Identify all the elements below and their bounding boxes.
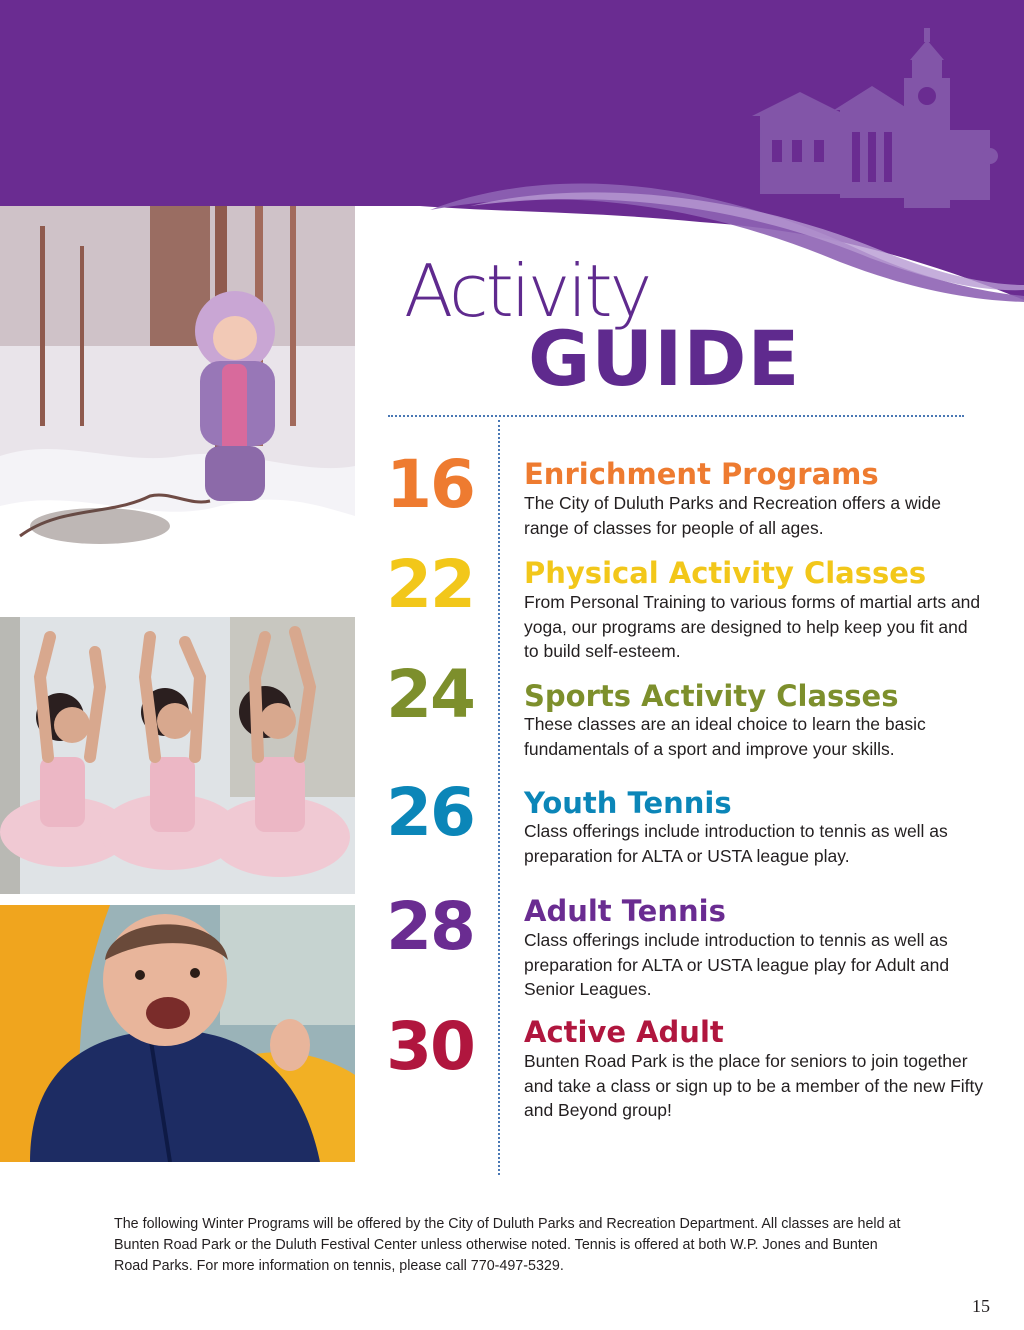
- toc-description: Bunten Road Park is the place for seniors to join together and take a class or sign up to be a member of the new Fifty and Beyond group!: [524, 1051, 984, 1120]
- toc-description: From Personal Training to various forms of martial arts and yoga, our programs are designed to help keep you fit and to build self-esteem.: [524, 592, 981, 661]
- toc-page-number: 26: [386, 774, 474, 851]
- divider-horizontal: [388, 415, 964, 417]
- footer-note: The following Winter Programs will be offered by the City of Duluth Parks and Recreation Department. All classes are held at Bunten Road Park or the Duluth Festival Center unless otherwise noted. Tennis is offered at both W.P. Jones and Bunten Road Parks. For more information on tennis, please call 770-497-5329.: [114, 1216, 901, 1274]
- toc-page-number: 22: [386, 546, 474, 623]
- page-number: 15: [972, 1296, 990, 1316]
- toc-title: Sports Activity Classes: [524, 679, 899, 713]
- toc-title: Enrichment Programs: [524, 457, 879, 491]
- toc-description: Class offerings include introduction to tennis as well as preparation for ALTA or USTA league play for Adult and Senior Leagues.: [524, 930, 950, 999]
- toc-description: These classes are an ideal choice to learn the basic fundamentals of a sport and improve your skills.: [524, 714, 926, 759]
- toc-title: Active Adult: [524, 1015, 724, 1049]
- ballet-class-photo: [0, 617, 355, 894]
- toc-title: Adult Tennis: [524, 894, 726, 928]
- toc-page-number: 16: [386, 446, 474, 523]
- toc-title: Youth Tennis: [524, 786, 732, 820]
- toc-page-number: 24: [386, 656, 474, 733]
- guide-title-guide: GUIDE: [528, 314, 801, 403]
- toc-description: The City of Duluth Parks and Recreation offers a wide range of classes for people of all ages.: [524, 493, 941, 538]
- playground-slide-photo: [0, 905, 355, 1162]
- toc-page-number: 28: [386, 888, 474, 965]
- toc-title: Physical Activity Classes: [524, 556, 927, 590]
- toc-description: Class offerings include introduction to tennis as well as preparation for ALTA or USTA league play.: [524, 821, 948, 866]
- toc-page-number: 30: [386, 1008, 474, 1085]
- guide-title-activity: Activity: [404, 249, 650, 333]
- divider-vertical: [498, 420, 500, 1175]
- child-winter-photo: [0, 206, 355, 606]
